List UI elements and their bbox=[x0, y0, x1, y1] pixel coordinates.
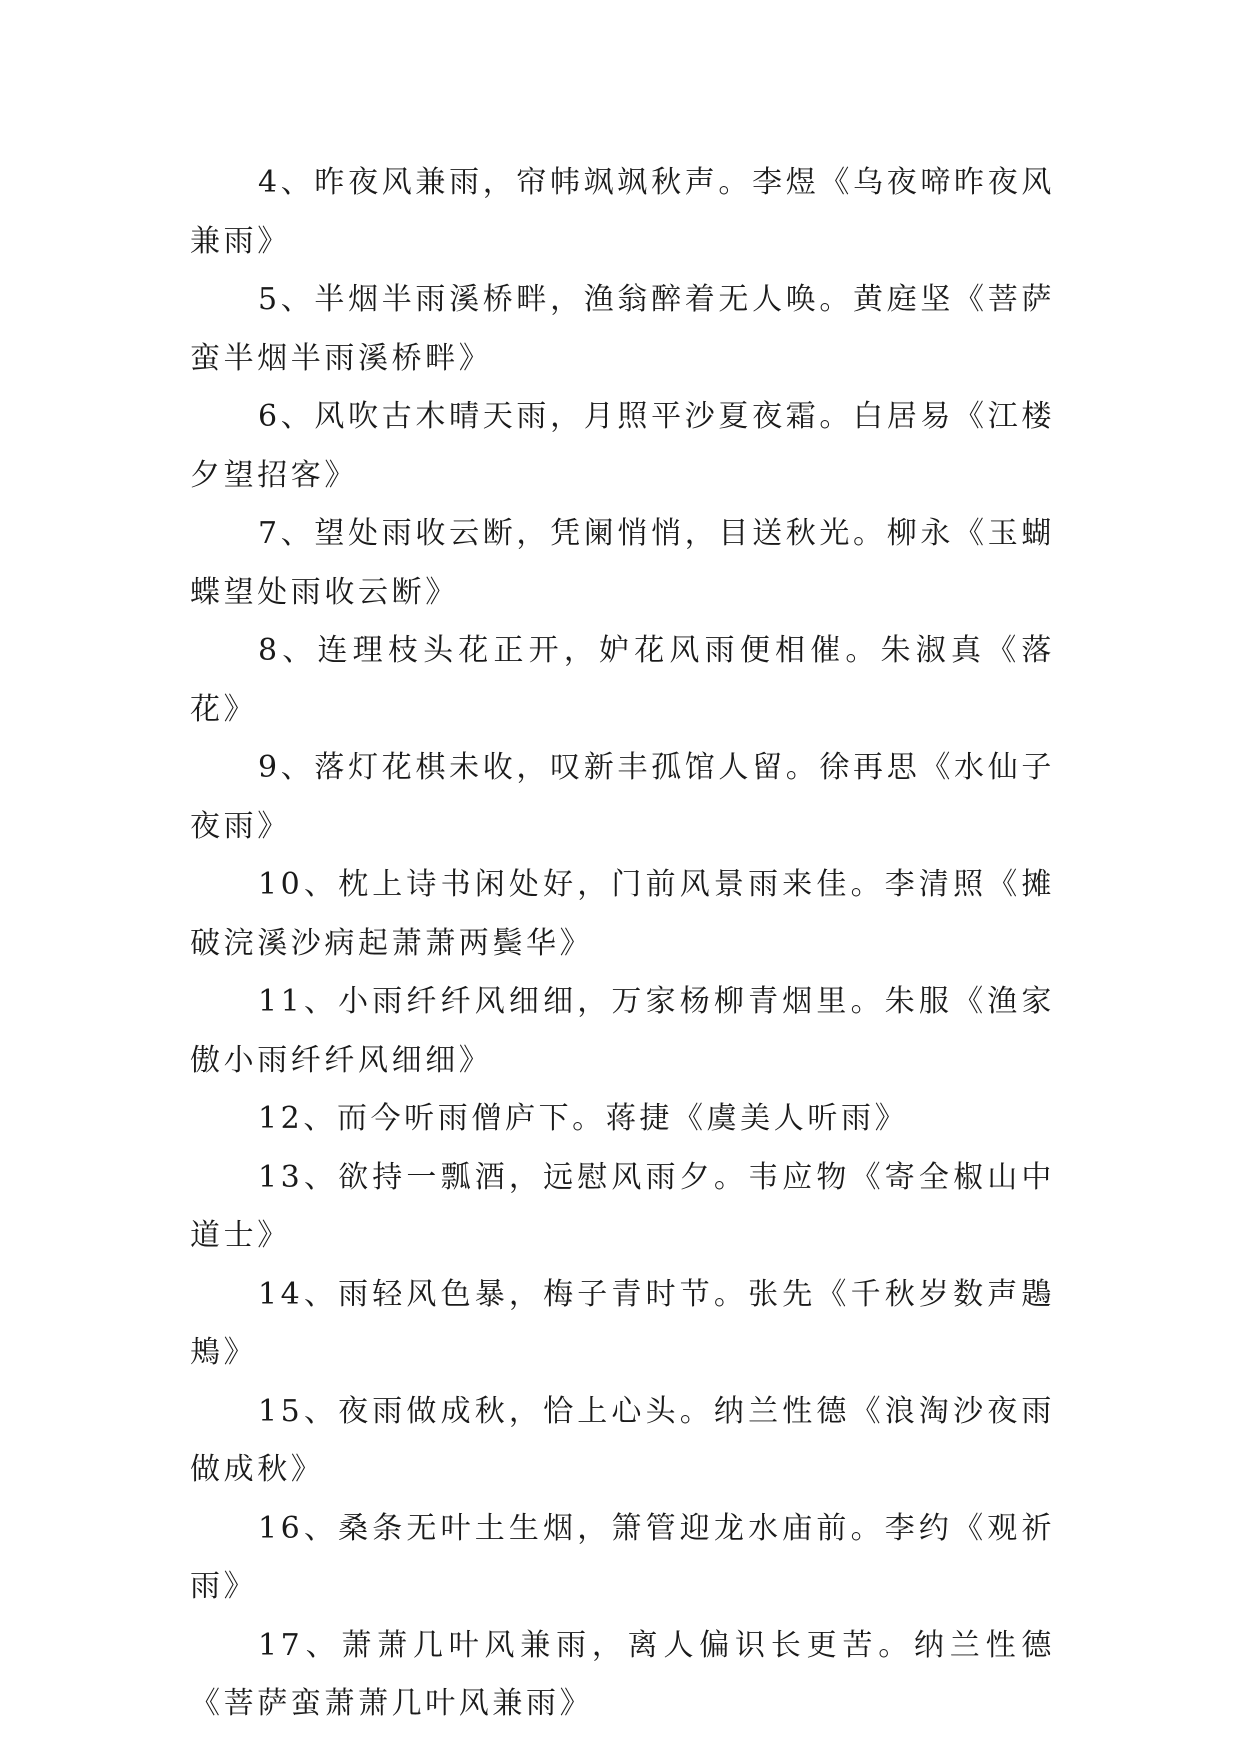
list-item: 15、夜雨做成秋，恰上心头。纳兰性德《浪淘沙夜雨做成秋》 bbox=[190, 1393, 1055, 1487]
list-item: 5、半烟半雨溪桥畔，渔翁醉着无人唤。黄庭坚《菩萨蛮半烟半雨溪桥畔》 bbox=[190, 282, 1055, 376]
list-item: 6、风吹古木晴天雨，月照平沙夏夜霜。白居易《江楼夕望招客》 bbox=[190, 399, 1055, 493]
list-item: 12、而今听雨僧庐下。蒋捷《虞美人听雨》 bbox=[258, 1101, 909, 1136]
list-item: 4、昨夜风兼雨，帘帏飒飒秋声。李煜《乌夜啼昨夜风兼雨》 bbox=[190, 165, 1055, 259]
list-item: 11、小雨纤纤风细细，万家杨柳青烟里。朱服《渔家傲小雨纤纤风细细》 bbox=[190, 984, 1055, 1078]
list-item: 13、欲持一瓢酒，远慰风雨夕。韦应物《寄全椒山中道士》 bbox=[190, 1159, 1055, 1253]
list-item: 14、雨轻风色暴，梅子青时节。张先《千秋岁数声鶗鴂》 bbox=[190, 1276, 1055, 1370]
list-item: 8、连理枝头花正开，妒花风雨便相催。朱淑真《落花》 bbox=[190, 633, 1055, 727]
list-item: 10、枕上诗书闲处好，门前风景雨来佳。李清照《摊破浣溪沙病起萧萧两鬓华》 bbox=[190, 867, 1055, 961]
list-item: 9、落灯花棋未收，叹新丰孤馆人留。徐再思《水仙子夜雨》 bbox=[190, 750, 1055, 844]
poem-list bbox=[190, 154, 1055, 1734]
list-item: 16、桑条无叶土生烟，箫管迎龙水庙前。李约《观祈雨》 bbox=[190, 1510, 1055, 1604]
list-item: 7、望处雨收云断，凭阑悄悄，目送秋光。柳永《玉蝴蝶望处雨收云断》 bbox=[190, 516, 1055, 610]
list-item: 17、萧萧几叶风兼雨，离人偏识长更苦。纳兰性德《菩萨蛮萧萧几叶风兼雨》 bbox=[190, 1627, 1055, 1721]
